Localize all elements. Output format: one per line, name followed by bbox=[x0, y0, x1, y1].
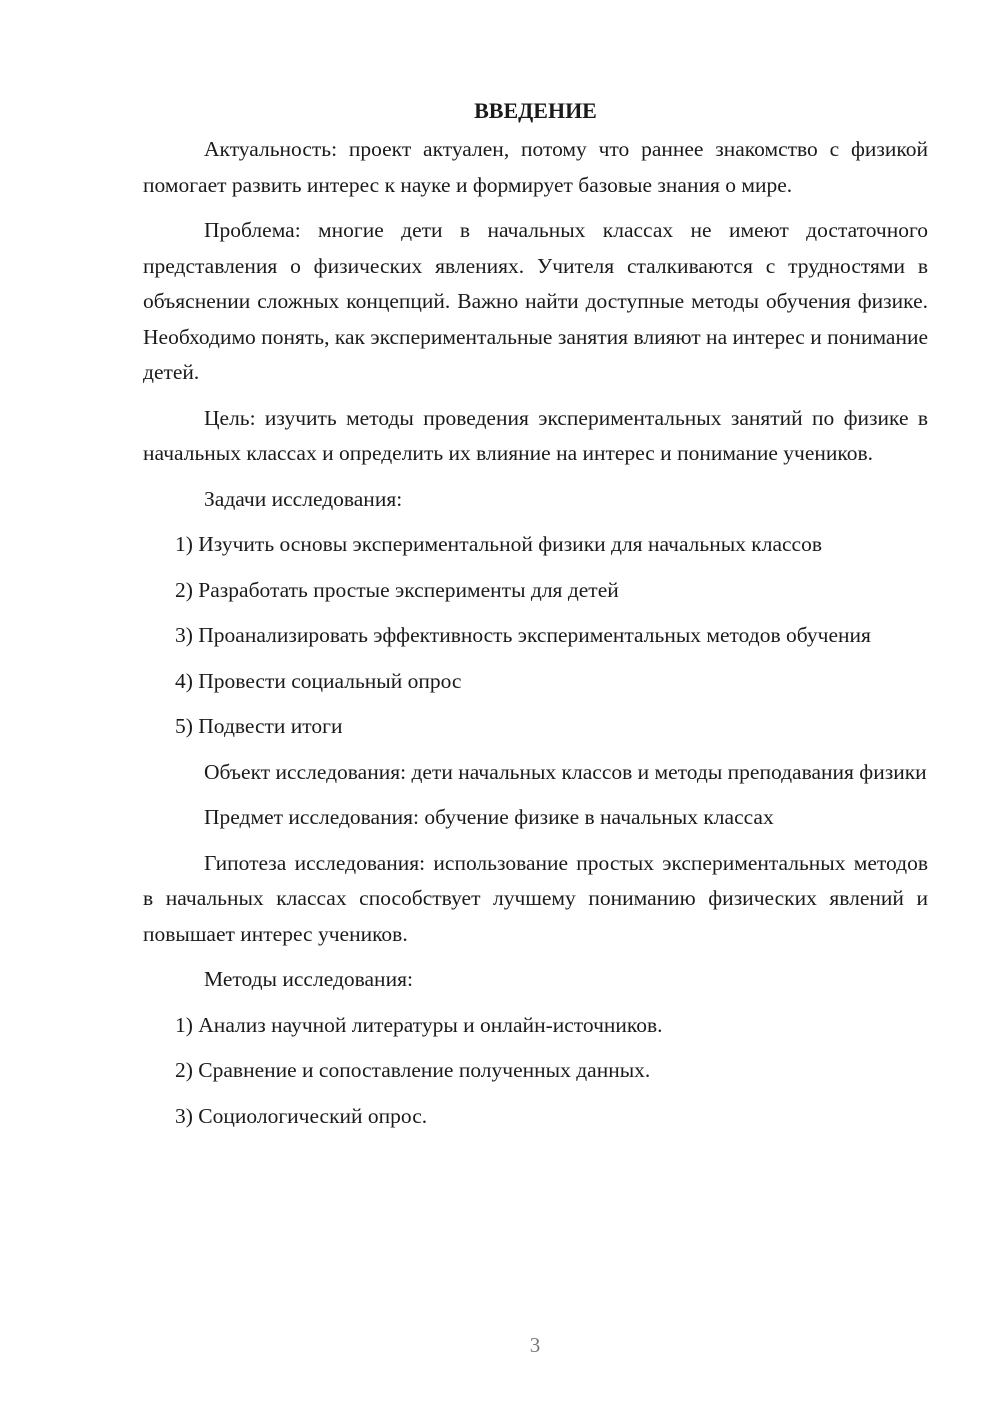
document-page bbox=[143, 95, 928, 1134]
goal-paragraph: Цель: изучить методы проведения экспериментальных занятий по физике в начальных классах и определить их влияние на интерес и понимание учеников. bbox=[143, 405, 928, 465]
method-item-1: 1) Анализ научной литературы и онлайн-источников. bbox=[175, 1012, 663, 1037]
methods-title: Методы исследования: bbox=[204, 967, 413, 991]
relevance-paragraph: Актуальность: проект актуален, потому что раннее знакомство с физикой помогает развить интерес к науке и формирует базовые знания о мире. bbox=[143, 137, 928, 197]
task-item-4: 4) Провести социальный опрос bbox=[175, 668, 462, 693]
problem-paragraph: Проблема: многие дети в начальных классах не имеют достаточного представления о физических явлениях. Учителя сталкиваются с трудностями в объяснении сложных концепций. Важно найти доступные методы обучения физике. Необходимо понять, как экспериментальные занятия влияют на интерес и понимание детей. bbox=[143, 218, 928, 384]
method-item-2: 2) Сравнение и сопоставление полученных данных. bbox=[175, 1058, 651, 1082]
subject-paragraph: Предмет исследования: обучение физике в начальных классах bbox=[204, 805, 774, 829]
page-number: 3 bbox=[529, 1333, 541, 1357]
task-item-5: 5) Подвести итоги bbox=[175, 714, 343, 738]
object-paragraph: Объект исследования: дети начальных классов и методы преподавания физики bbox=[204, 759, 927, 784]
task-item-3: 3) Проанализировать эффективность экспериментальных методов обучения bbox=[175, 623, 871, 647]
tasks-title: Задачи исследования: bbox=[204, 486, 403, 511]
method-item-3: 3) Социологический опрос. bbox=[175, 1103, 428, 1128]
hypothesis-paragraph: Гипотеза исследования: использование простых экспериментальных методов в начальных классах способствует лучшему пониманию физических явлений и повышает интерес учеников. bbox=[143, 850, 928, 946]
page-heading: ВВЕДЕНИЕ bbox=[474, 98, 597, 123]
task-item-2: 2) Разработать простые эксперименты для детей bbox=[175, 577, 619, 602]
task-item-1: 1) Изучить основы экспериментальной физики для начальных классов bbox=[175, 532, 822, 556]
